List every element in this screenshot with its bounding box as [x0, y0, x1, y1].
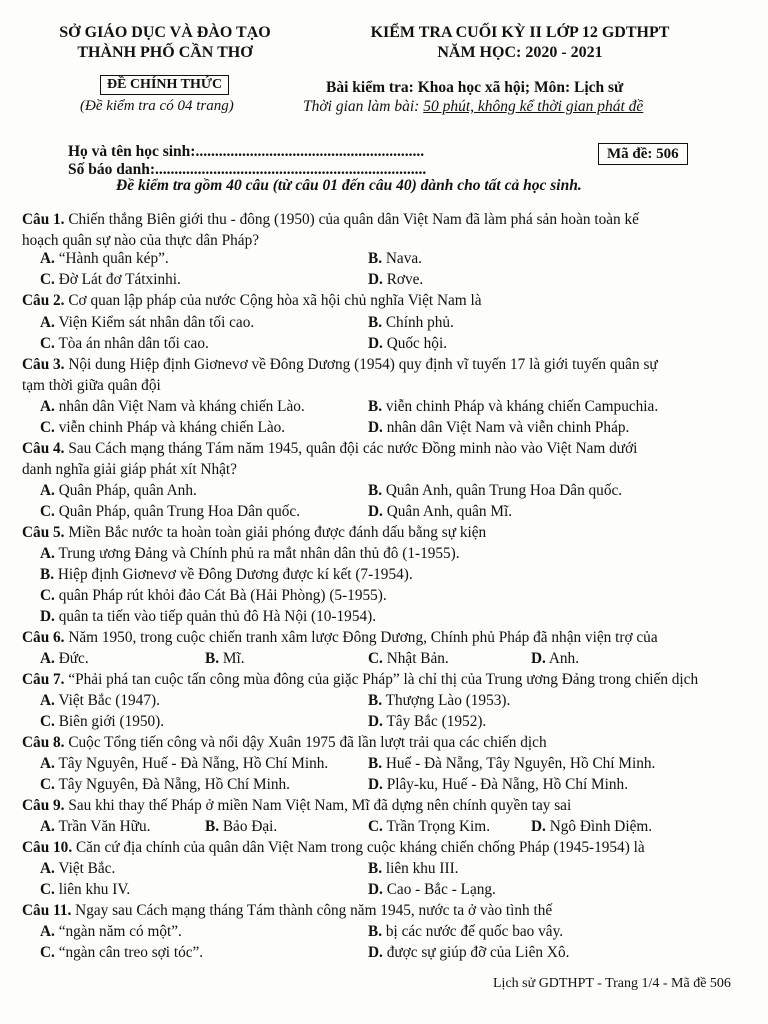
- option-text: Quân Pháp, quân Trung Hoa Dân quốc.: [58, 503, 301, 520]
- answer-option: [40, 419, 285, 437]
- option-letter: A.: [40, 650, 55, 667]
- answer-option: [205, 818, 277, 836]
- student-name-dots: ...........................................................: [195, 143, 425, 160]
- option-text: Huế - Đà Nẵng, Tây Nguyên, Hồ Chí Minh.: [385, 755, 656, 772]
- option-letter: A.: [40, 755, 55, 772]
- answer-option: [40, 566, 413, 584]
- instruction: Đề kiểm tra gồm 40 câu (từ câu 01 đến câu 40) dành cho tất cả học sinh.: [116, 177, 582, 194]
- question-text: Căn cứ địa chính của quân dân Việt Nam trong cuộc kháng chiến chống Pháp (1945-1954) là: [75, 839, 645, 856]
- answer-option: [40, 608, 376, 626]
- answer-option: [531, 818, 652, 836]
- answer-option: [40, 944, 203, 962]
- option-text: Bảo Đại.: [222, 818, 278, 835]
- exam-code-box: Mã đề: 506: [598, 143, 688, 165]
- option-text: Đờ Lát đơ Tátxinhi.: [58, 271, 181, 288]
- option-letter: C.: [368, 650, 383, 667]
- option-text: Trung ương Đảng và Chính phủ ra mắt nhân dân thủ đô (1-1955).: [58, 545, 460, 562]
- answer-option: [368, 755, 655, 773]
- student-name-row: [68, 143, 424, 161]
- option-letter: B.: [40, 566, 55, 583]
- question-text: Năm 1950, trong cuộc chiến tranh xâm lược Đông Dương, Chính phủ Pháp đã nhận viện trợ của: [68, 629, 658, 646]
- answer-option: [205, 650, 245, 668]
- option-text: Plây-ku, Huế - Đà Nẵng, Hồ Chí Minh.: [386, 776, 629, 793]
- question-stem: [22, 440, 637, 458]
- option-letter: D.: [368, 503, 383, 520]
- option-text: Nhật Bản.: [386, 650, 449, 667]
- option-text: “ngàn cân treo sợi tóc”.: [58, 944, 204, 961]
- option-text: Chính phủ.: [385, 314, 454, 331]
- question-stem: [22, 671, 698, 689]
- option-letter: C.: [40, 271, 55, 288]
- option-text: Trần Văn Hữu.: [58, 818, 151, 835]
- answer-option: [40, 398, 305, 416]
- option-letter: B.: [368, 398, 383, 415]
- option-text: liên khu IV.: [58, 881, 131, 898]
- question-stem-continued: [22, 232, 259, 250]
- student-name-label: Họ và tên học sinh:: [68, 143, 196, 160]
- option-letter: B.: [205, 650, 220, 667]
- option-letter: B.: [368, 692, 383, 709]
- option-text: Quân Anh, quân Mĩ.: [386, 503, 513, 520]
- question-number: Câu 8.: [22, 734, 65, 751]
- option-text: Ngô Đình Diệm.: [549, 818, 653, 835]
- option-letter: D.: [368, 271, 383, 288]
- option-text: quân Pháp rút khỏi đảo Cát Bà (Hải Phòng) (5-1955).: [58, 587, 387, 604]
- question-stem: [22, 356, 658, 374]
- question-stem: [22, 797, 571, 815]
- option-letter: A.: [40, 692, 55, 709]
- question-text: Ngay sau Cách mạng tháng Tám thành công năm 1945, nước ta ở vào tình thế: [75, 902, 553, 919]
- answer-option: [40, 545, 460, 563]
- question-number: Câu 10.: [22, 839, 73, 856]
- answer-option: [368, 944, 569, 962]
- question-stem: [22, 629, 658, 647]
- answer-option: [40, 271, 181, 289]
- answer-option: [368, 923, 563, 941]
- question-text: hoạch quân sự nào của thực dân Pháp?: [22, 232, 260, 249]
- option-letter: C.: [40, 503, 55, 520]
- option-text: Thượng Lào (1953).: [385, 692, 511, 709]
- option-text: Tây Nguyên, Đà Nẵng, Hồ Chí Minh.: [58, 776, 290, 793]
- answer-option: [368, 250, 422, 268]
- question-number: Câu 2.: [22, 292, 65, 309]
- answer-option: [40, 503, 300, 521]
- option-text: Đức.: [58, 650, 89, 667]
- option-text: được sự giúp đỡ của Liên Xô.: [386, 944, 570, 961]
- question-text: tạm thời giữa quân đội: [22, 377, 161, 394]
- question-text: Sau Cách mạng tháng Tám năm 1945, quân đội các nước Đồng minh nào vào Việt Nam dưới: [68, 440, 638, 457]
- question-number: Câu 11.: [22, 902, 72, 919]
- option-letter: A.: [40, 545, 55, 562]
- option-text: Biên giới (1950).: [58, 713, 165, 730]
- answer-option: [40, 650, 89, 668]
- answer-option: [368, 650, 449, 668]
- answer-option: [368, 692, 510, 710]
- option-text: Anh.: [548, 650, 580, 667]
- question-text: Sau khi thay thế Pháp ở miền Nam Việt Nam, Mĩ đã dựng nên chính quyền tay sai: [68, 797, 572, 814]
- answer-option: [531, 650, 579, 668]
- option-text: quân ta tiến vào tiếp quản thủ đô Hà Nội (10-1954).: [58, 608, 377, 625]
- answer-option: [40, 314, 254, 332]
- option-text: Việt Bắc (1947).: [58, 692, 160, 709]
- question-stem-continued: [22, 377, 161, 395]
- option-text: viễn chinh Pháp và kháng chiến Campuchia.: [385, 398, 659, 415]
- option-letter: A.: [40, 250, 55, 267]
- subject-line: Bài kiểm tra: Khoa học xã hội; Môn: Lịch sử: [326, 79, 624, 96]
- answer-option: [40, 713, 164, 731]
- answer-option: [368, 881, 496, 899]
- answer-option: [368, 776, 628, 794]
- option-letter: B.: [368, 923, 383, 940]
- option-text: viễn chinh Pháp và kháng chiến Lào.: [58, 419, 286, 436]
- answer-option: [368, 482, 622, 500]
- answer-option: [40, 818, 150, 836]
- option-letter: A.: [40, 314, 55, 331]
- option-letter: B.: [368, 755, 383, 772]
- option-letter: C.: [40, 881, 55, 898]
- option-text: Quân Pháp, quân Anh.: [58, 482, 197, 499]
- city-name: THÀNH PHỐ CẦN THƠ: [77, 44, 253, 61]
- option-letter: A.: [40, 860, 55, 877]
- question-stem-continued: [22, 461, 237, 479]
- option-letter: D.: [368, 419, 383, 436]
- option-letter: D.: [368, 776, 383, 793]
- option-text: Mĩ.: [222, 650, 245, 667]
- option-letter: C.: [40, 776, 55, 793]
- option-text: Viện Kiểm sát nhân dân tối cao.: [58, 314, 255, 331]
- option-letter: B.: [205, 818, 220, 835]
- time-underlined: 50 phút, không kể thời gian phát đề: [423, 98, 644, 115]
- answer-option: [40, 482, 197, 500]
- option-text: “Hành quân kép”.: [58, 250, 169, 267]
- student-id-dots: ......................................................................: [155, 161, 427, 178]
- option-text: nhân dân Việt Nam và viễn chinh Pháp.: [386, 419, 630, 436]
- question-number: Câu 7.: [22, 671, 65, 688]
- question-number: Câu 9.: [22, 797, 65, 814]
- school-year: NĂM HỌC: 2020 - 2021: [437, 44, 603, 61]
- option-text: Tòa án nhân dân tối cao.: [58, 335, 209, 352]
- option-letter: A.: [40, 923, 55, 940]
- answer-option: [368, 503, 512, 521]
- answer-option: [40, 692, 160, 710]
- answer-option: [368, 860, 459, 878]
- time-prefix: Thời gian làm bài:: [303, 98, 424, 115]
- answer-option: [368, 335, 447, 353]
- option-letter: C.: [40, 335, 55, 352]
- answer-option: [40, 755, 328, 773]
- question-number: Câu 4.: [22, 440, 65, 457]
- option-letter: D.: [368, 944, 383, 961]
- option-text: bị các nước đế quốc bao vây.: [385, 923, 564, 940]
- question-text: Chiến thắng Biên giới thu - đông (1950) của quân dân Việt Nam đã làm phá sản hoàn toàn kế: [68, 211, 639, 228]
- page-footer: Lịch sử GDTHPT - Trang 1/4 - Mã đề 506: [493, 976, 731, 991]
- option-letter: B.: [368, 860, 383, 877]
- question-number: Câu 3.: [22, 356, 65, 373]
- option-letter: D.: [368, 713, 383, 730]
- exam-title: KIỂM TRA CUỐI KỲ II LỚP 12 GDTHPT: [370, 24, 670, 41]
- time-line: [303, 98, 643, 116]
- option-letter: C.: [40, 944, 55, 961]
- answer-option: [40, 860, 115, 878]
- answer-option: [40, 335, 209, 353]
- answer-option: [40, 250, 169, 268]
- answer-option: [40, 776, 290, 794]
- option-text: Nava.: [385, 250, 422, 267]
- option-letter: C.: [40, 419, 55, 436]
- option-letter: C.: [368, 818, 383, 835]
- question-stem: [22, 839, 645, 857]
- option-letter: C.: [40, 587, 55, 604]
- question-text: “Phải phá tan cuộc tấn công mùa đông của giặc Pháp” là chỉ thị của Trung ương Đảng trong chiến dịch: [68, 671, 699, 688]
- option-letter: A.: [40, 482, 55, 499]
- answer-option: [40, 587, 387, 605]
- option-letter: C.: [40, 713, 55, 730]
- option-letter: B.: [368, 482, 383, 499]
- option-text: Tây Nguyên, Huế - Đà Nẵng, Hồ Chí Minh.: [58, 755, 329, 772]
- option-text: Quân Anh, quân Trung Hoa Dân quốc.: [385, 482, 623, 499]
- option-text: liên khu III.: [385, 860, 459, 877]
- answer-option: [368, 818, 490, 836]
- option-letter: D.: [368, 335, 383, 352]
- option-letter: B.: [368, 250, 383, 267]
- option-text: Cao - Bắc - Lạng.: [386, 881, 496, 898]
- question-stem: [22, 211, 639, 229]
- option-letter: B.: [368, 314, 383, 331]
- question-text: danh nghĩa giải giáp phát xít Nhật?: [22, 461, 237, 478]
- answer-option: [368, 713, 486, 731]
- official-label: ĐỀ CHÍNH THỨC: [100, 75, 229, 95]
- option-letter: D.: [40, 608, 55, 625]
- student-id-label: Số báo danh:: [68, 161, 156, 178]
- question-text: Cơ quan lập pháp của nước Cộng hòa xã hội chủ nghĩa Việt Nam là: [68, 292, 482, 309]
- question-text: Cuộc Tổng tiến công và nổi dậy Xuân 1975 đã lần lượt trải qua các chiến dịch: [68, 734, 547, 751]
- option-text: Trần Trọng Kim.: [386, 818, 491, 835]
- question-stem: [22, 292, 482, 310]
- option-text: Việt Bắc.: [58, 860, 116, 877]
- answer-option: [40, 881, 130, 899]
- question-number: Câu 6.: [22, 629, 65, 646]
- option-text: Quốc hội.: [386, 335, 448, 352]
- option-letter: A.: [40, 818, 55, 835]
- answer-option: [368, 314, 454, 332]
- option-letter: A.: [40, 398, 55, 415]
- answer-option: [368, 398, 658, 416]
- question-number: Câu 5.: [22, 524, 65, 541]
- answer-option: [368, 271, 423, 289]
- pages-note: (Đề kiểm tra có 04 trang): [80, 98, 234, 114]
- option-text: Hiệp định Giơnevơ về Đông Dương được kí kết (7-1954).: [57, 566, 413, 583]
- answer-option: [40, 923, 182, 941]
- option-text: nhân dân Việt Nam và kháng chiến Lào.: [58, 398, 305, 415]
- option-letter: D.: [368, 881, 383, 898]
- question-number: Câu 1.: [22, 211, 65, 228]
- question-text: Nội dung Hiệp định Giơnevơ về Đông Dương (1954) quy định vĩ tuyến 17 là giới tuyến quân sự: [68, 356, 658, 373]
- question-stem: [22, 734, 547, 752]
- question-stem: [22, 524, 486, 542]
- option-letter: D.: [531, 818, 546, 835]
- option-letter: D.: [531, 650, 546, 667]
- question-stem: [22, 902, 552, 920]
- option-text: Tây Bắc (1952).: [386, 713, 487, 730]
- option-text: “ngàn năm có một”.: [58, 923, 182, 940]
- department-name: SỞ GIÁO DỤC VÀ ĐÀO TẠO: [59, 24, 271, 41]
- answer-option: [368, 419, 629, 437]
- option-text: Rơve.: [386, 271, 424, 288]
- question-text: Miền Bắc nước ta hoàn toàn giải phóng được đánh dấu bằng sự kiện: [68, 524, 487, 541]
